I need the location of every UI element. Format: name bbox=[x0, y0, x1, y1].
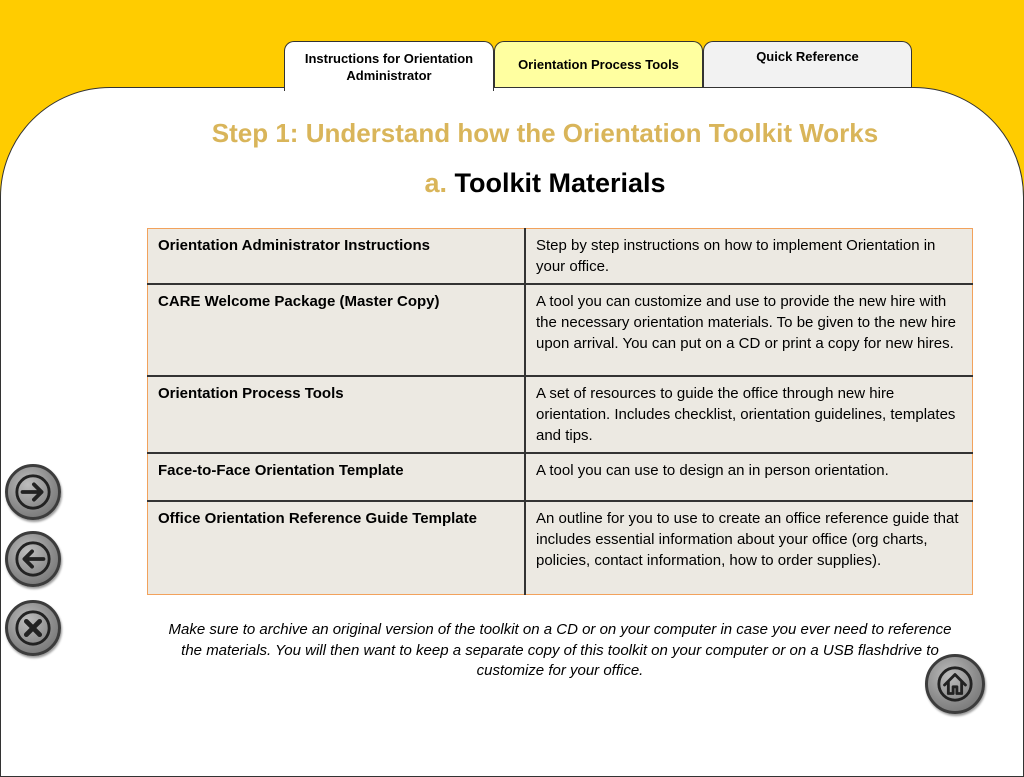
material-name: Orientation Administrator Instructions bbox=[148, 229, 526, 285]
back-button[interactable] bbox=[5, 531, 61, 587]
material-description: A tool you can customize and use to provide the new hire with the necessary orientation materials. To be given to the new hire upon arrival. You can put on a CD or print a copy for new hires. bbox=[525, 284, 973, 376]
tab-process-tools-label: Orientation Process Tools bbox=[518, 57, 679, 72]
archive-note: Make sure to archive an original version of the toolkit on a CD or on your computer in case you ever need to reference the materials. You will then want to keep a separate copy of this toolkit on your computer or on a USB flashdrive to customize for your office. bbox=[168, 621, 952, 679]
tab-instructions-label: Instructions for Orientation Administrator bbox=[304, 50, 474, 83]
table-row bbox=[148, 284, 973, 376]
tab-quick-reference-label: Quick Reference bbox=[756, 49, 859, 64]
subtitle-letter: a. bbox=[424, 168, 447, 198]
table-row bbox=[148, 501, 973, 594]
material-name: Orientation Process Tools bbox=[148, 376, 526, 453]
material-name: Face-to-Face Orientation Template bbox=[148, 453, 526, 501]
arrow-right-icon bbox=[14, 473, 52, 511]
table-row bbox=[148, 453, 973, 501]
tab-orientation-process-tools[interactable] bbox=[494, 41, 703, 87]
material-description: A tool you can use to design an in person orientation. bbox=[525, 453, 973, 501]
toolkit-materials-table bbox=[147, 228, 973, 595]
material-description: A set of resources to guide the office through new hire orientation. Includes checklist, orientation guidelines, templates and tips. bbox=[525, 376, 973, 453]
table-row bbox=[148, 376, 973, 453]
material-description: An outline for you to use to create an office reference guide that includes essential information about your office (org charts, policies, contact information, how to order supplies). bbox=[525, 501, 973, 594]
page-title: Step 1: Understand how the Orientation Toolkit Works bbox=[211, 118, 879, 148]
close-icon bbox=[14, 609, 52, 647]
subtitle-text: Toolkit Materials bbox=[454, 168, 666, 198]
material-name: Office Orientation Reference Guide Template bbox=[148, 501, 526, 594]
close-button[interactable] bbox=[5, 600, 61, 656]
material-description: Step by step instructions on how to implement Orientation in your office. bbox=[525, 229, 973, 285]
next-button[interactable] bbox=[5, 464, 61, 520]
table-row bbox=[148, 229, 973, 285]
tab-quick-reference[interactable] bbox=[703, 41, 912, 87]
tab-instructions[interactable] bbox=[284, 41, 494, 91]
arrow-left-icon bbox=[14, 540, 52, 578]
section-subtitle bbox=[0, 168, 1024, 199]
home-button[interactable] bbox=[925, 654, 985, 714]
home-icon bbox=[936, 665, 974, 703]
material-name: CARE Welcome Package (Master Copy) bbox=[148, 284, 526, 376]
